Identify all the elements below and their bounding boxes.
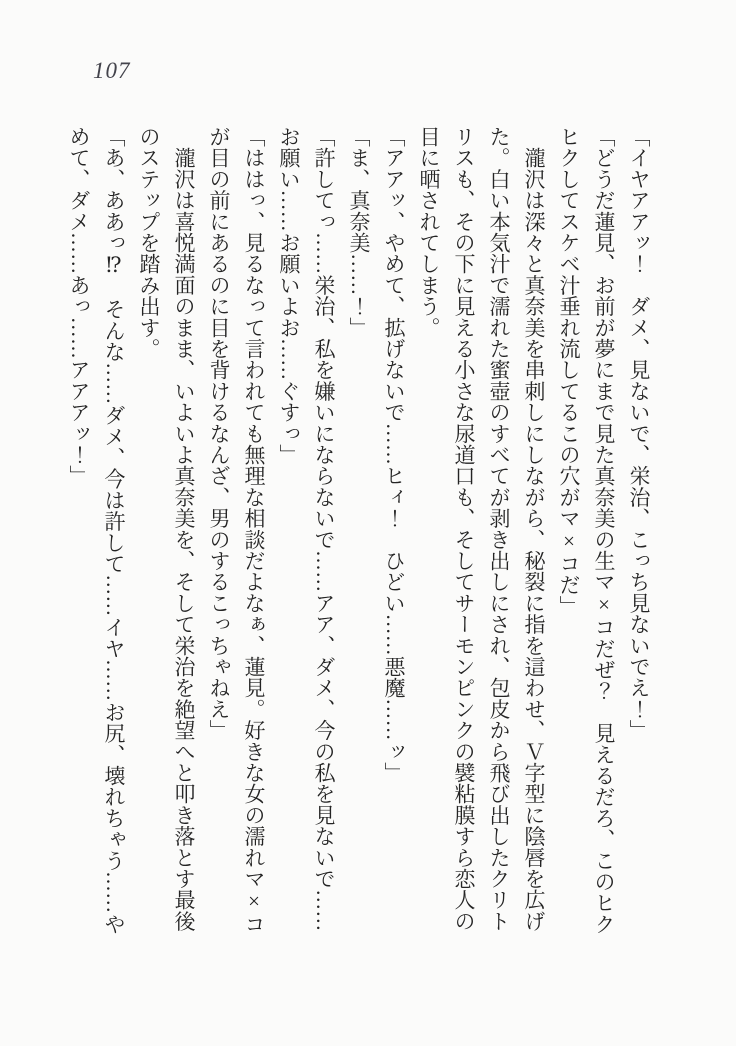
text-line: 「どうだ蓮見、お前が夢にまで見た真奈美の生マ×コだぜ？ 見えるだろ、このヒク (592, 126, 616, 935)
text-line: 「許してっ……栄治、私を嫌いにならないで……アア、ダメ、今の私を見ないで…… (312, 126, 336, 932)
text-line: 「イヤアアッ！ ダメ、見ないで、栄治、こっち見ないでえ！」 (627, 126, 651, 741)
text-line: 「アアッ、やめて、拡げないで……ヒィ！ ひどい……悪魔……ッ」 (382, 126, 406, 784)
text-line: 「あ、ああっ⁉ そんな……ダメ、今は許して……イヤ……お尻、壊れちゃう……や (102, 126, 126, 935)
text-line: めて、ダメ……あっ……アアアッ！」 (67, 126, 91, 487)
body-text-block (61, 126, 656, 940)
text-line: お願い……お願いよお……ぐすっ」 (277, 126, 301, 466)
page-number: 107 (93, 58, 131, 83)
text-line: のステップを踏み出す。 (137, 126, 161, 360)
text-line: 「ま、真奈美……！」 (347, 126, 371, 338)
text-line: リスも、その下に見える小さな尿道口も、そしてサーモンピンクの襞粘膜すら恋人の (452, 126, 476, 932)
text-line: 瀧沢は深々と真奈美を串刺しにしながら、秘裂に指を這わせ、Ｖ字型に陰唇を広げ (522, 126, 546, 932)
text-line: ヒクしてスケベ汁垂れ流してるこの穴がマ×コだ」 (557, 126, 581, 617)
text-line: が目の前にあるのに目を背けるなんざ、男のするこっちゃねえ」 (207, 126, 231, 741)
text-line: 瀧沢は喜悦満面のまま、いよいよ真奈美を、そして栄治を絶望へと叩き落とす最後 (172, 126, 196, 932)
text-line: た。白い本気汁で濡れた蜜壺のすべてが剥き出しにされ、包皮から飛び出したクリト (487, 126, 511, 932)
text-line: 目に晒されてしまう。 (417, 126, 441, 338)
text-line: 「ははっ、見るなって言われても無理な相談だよなぁ、蓮見。好きな女の濡れマ×コ (242, 126, 266, 935)
